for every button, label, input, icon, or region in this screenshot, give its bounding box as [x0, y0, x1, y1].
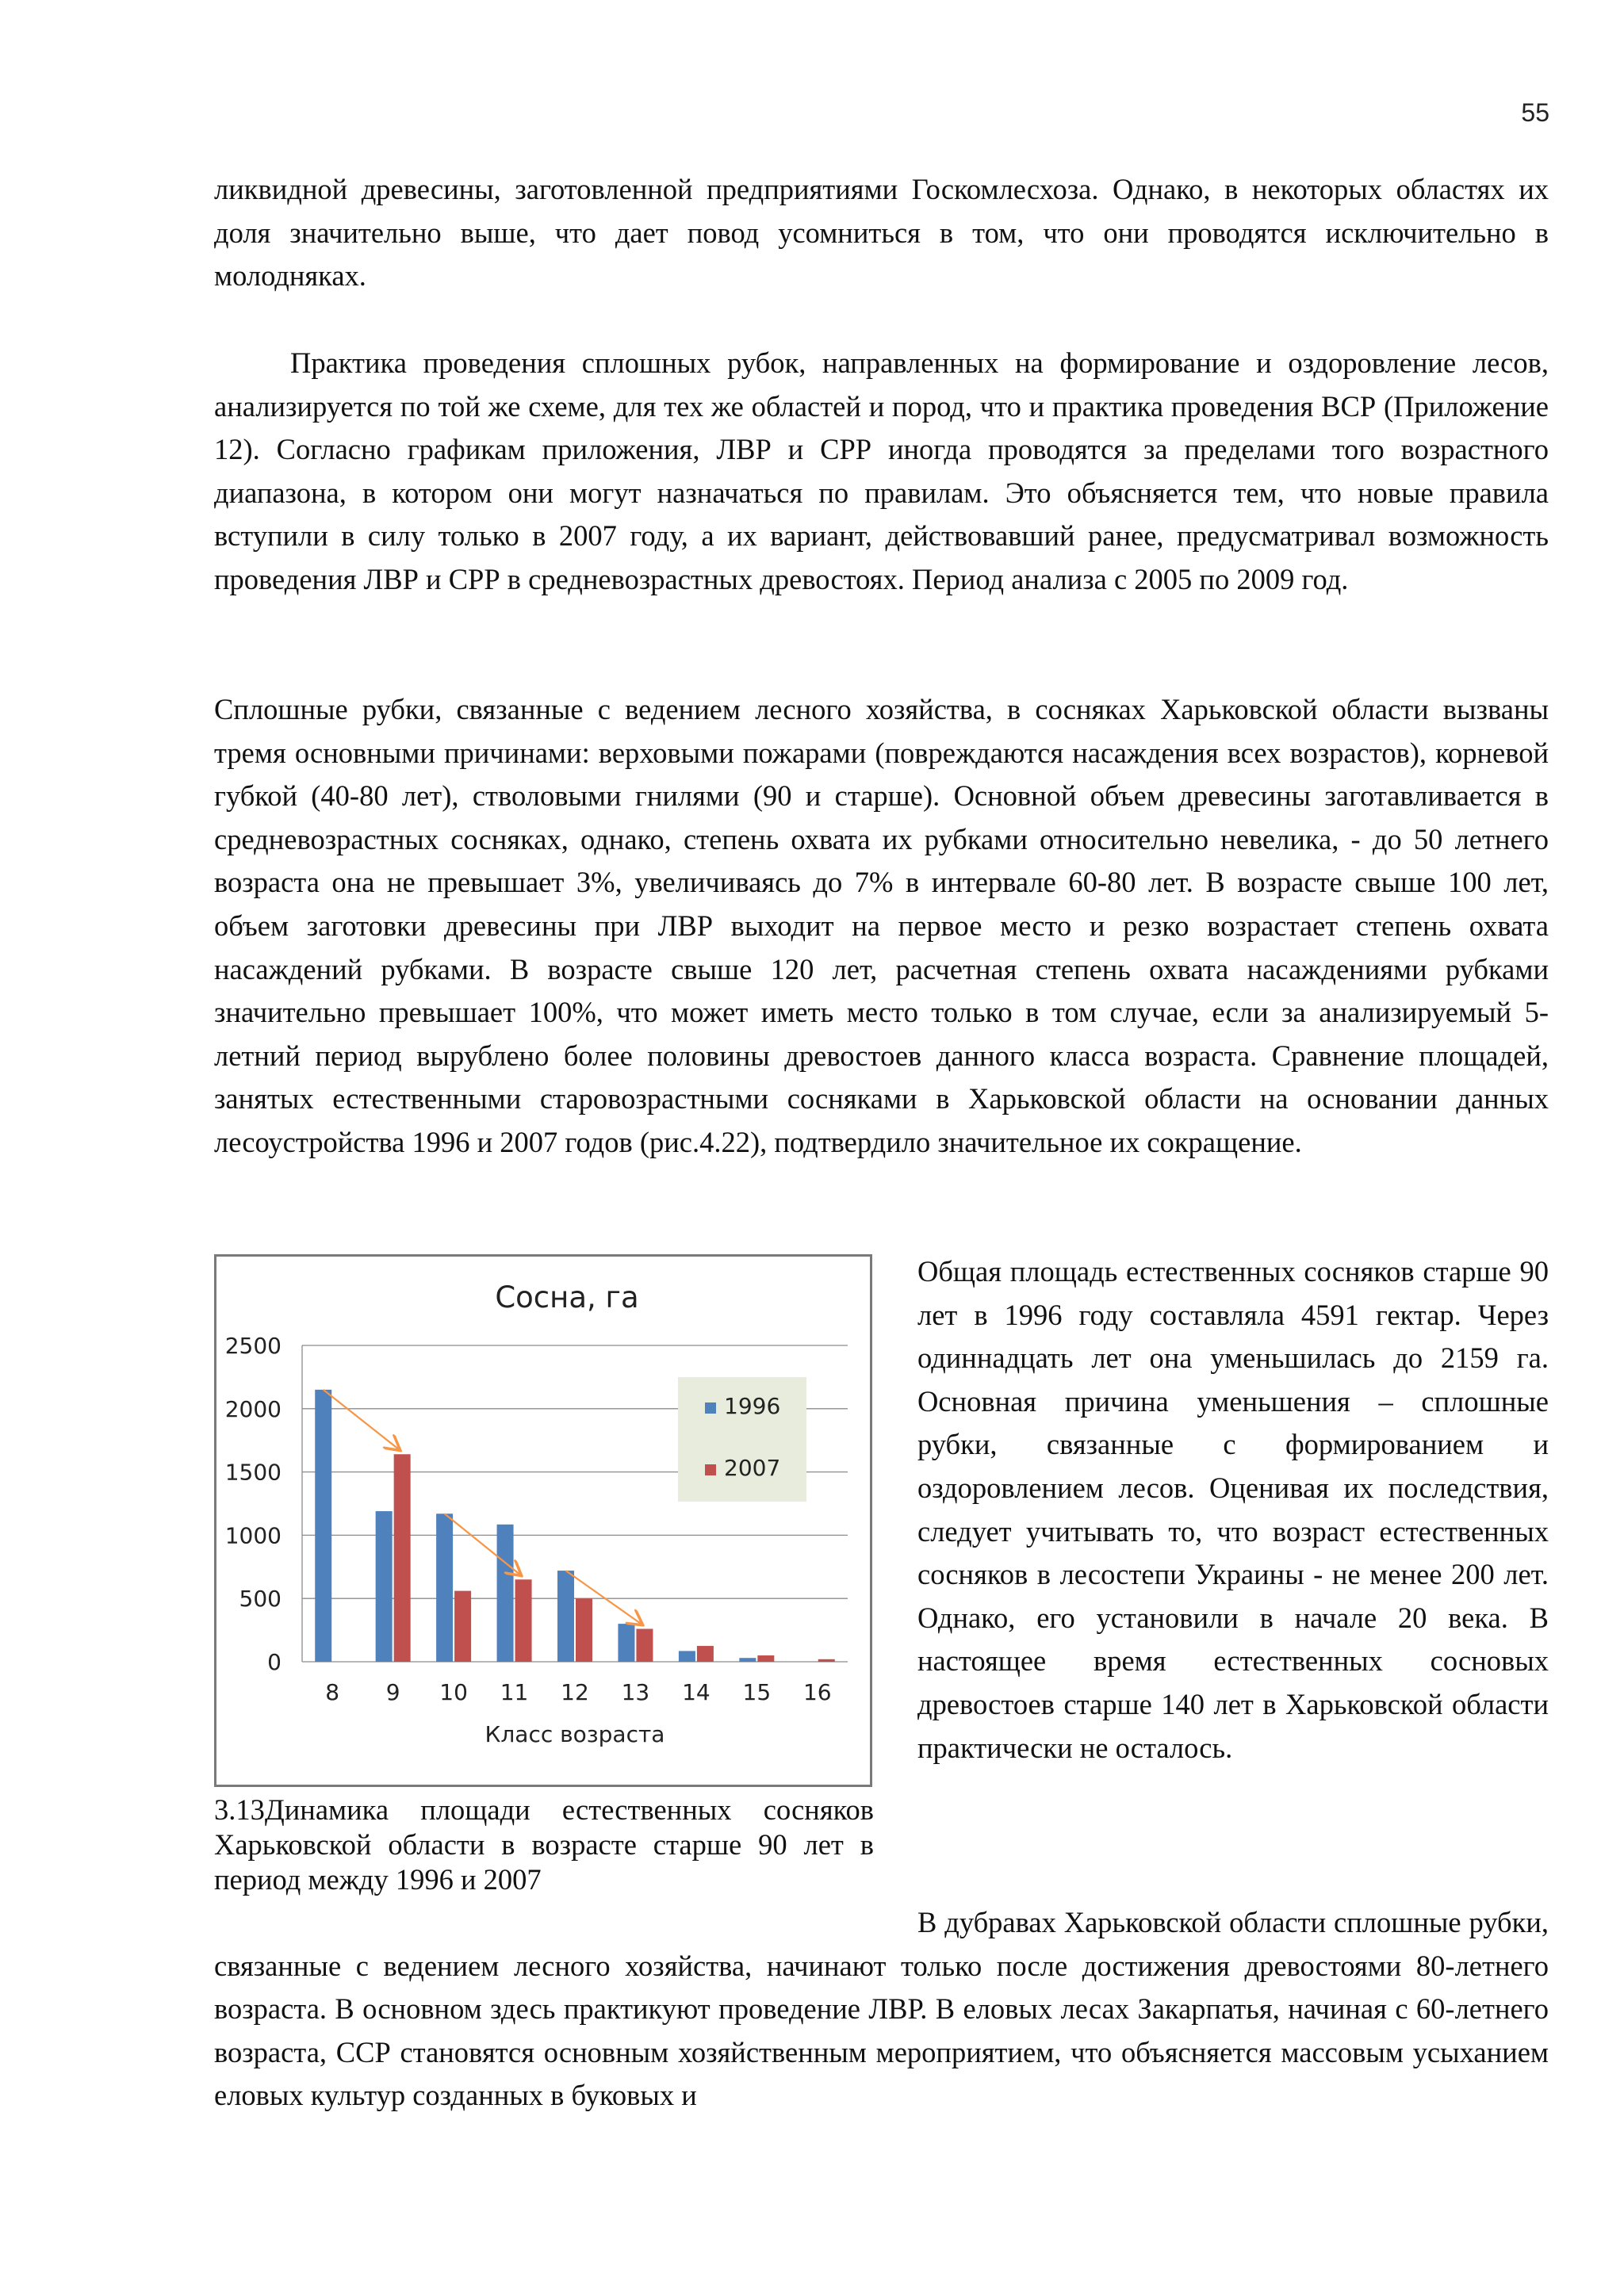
bar-1996-class-15 [739, 1658, 756, 1662]
x-tick-label: 15 [742, 1679, 772, 1705]
bar-2007-class-13 [636, 1629, 653, 1662]
bar-2007-class-12 [576, 1598, 592, 1662]
bar-2007-class-15 [757, 1655, 774, 1662]
bar-1996-class-10 [436, 1513, 453, 1662]
bar-2007-class-14 [697, 1646, 714, 1662]
y-tick-label: 0 [267, 1649, 282, 1675]
paragraph-1: ликвидной древесины, заготовленной предприятиями Госкомлесхоза. Однако, в некоторых областях их доля значительно выше, что дает повод усомниться в том, что они проводятся исключительно в молодняках. [214, 173, 1549, 293]
paragraph-4: В дубравах Харьковской области сплошные рубки, связанные с ведением лесного хозяйства, начинают только после достижения древостоями 80-летнего возраста. В основном здесь практикуют проведение ЛВР. В еловых лесах Закарпатья, начиная с 60-летнего возраста, ССР становятся основным хозяйственным мероприятием, что объясняется массовым усыханием еловых культур созданных в буковых и [214, 1906, 1549, 2112]
bar-1996-class-12 [557, 1571, 574, 1662]
x-tick-label: 14 [682, 1679, 710, 1705]
bar-2007-class-9 [394, 1454, 411, 1662]
pine-area-chart [214, 1254, 872, 1787]
legend-swatch-1996 [705, 1402, 716, 1414]
x-tick-label: 12 [561, 1679, 589, 1705]
chart-title: Сосна, га [495, 1280, 639, 1314]
bar-1996-class-13 [618, 1624, 634, 1662]
right-column-text: Общая площадь естественных сосняков старше 90 лет в 1996 году составляла 4591 гектар. Через одиннадцать лет она уменьшилась до 2159 га. Основная причина уменьшения – сплошные рубки, связанные с формированием и оздоровлением лесов. Оценивая их последствия, следует учитывать то, что возраст естественных сосняков в лесостепи Украины - не менее 200 лет. Однако, его установили в начале 20 века. В настоящее время естественных сосновых древостоев старше 140 лет в Харьковской области практически не осталось. [917, 1255, 1549, 1764]
paragraph-2: Практика проведения сплошных рубок, направленных на формирование и оздоровление лесов, анализируется по той же схеме, для тех же областей и пород, что и практика проведения ВСР (Приложение 12). Согласно графикам приложения, ЛВР и СРР иногда проводятся за пределами того возрастного диапазона, в котором они могут назначаться по правилам. Это объясняется тем, что новые правила вступили в силу только в 2007 году, а их вариант, действовавший ранее, предусматривал возможность проведения ЛВР и СРР в средневозрастных древостоях. Период анализа с 2005 по 2009 год. [214, 346, 1549, 595]
y-tick-label: 2500 [224, 1333, 282, 1359]
x-tick-label: 8 [325, 1679, 340, 1705]
bar-1996-class-14 [679, 1651, 695, 1662]
x-tick-label: 10 [439, 1679, 468, 1705]
bar-1996-class-8 [315, 1390, 331, 1662]
x-tick-label: 11 [500, 1679, 529, 1705]
paragraph-3: Сплошные рубки, связанные с ведением лесного хозяйства, в сосняках Харьковской области вызваны тремя основными причинами: верховыми пожарами (повреждаются насаждения всех возрастов), корневой губкой (40-80 лет), стволовыми гнилями (90 и старше). Основной объем древесины заготавливается в средневозрастных сосняках, однако, степень охвата их рубками относительно невелика, - до 50 летнего возраста она не превышает 3%, увеличиваясь до 7% в интервале 60-80 лет. В возрасте свыше 100 лет, объем заготовки древесины при ЛВР выходит на первое место и резко возрастает степень охвата насаждений рубками. В возрасте свыше 120 лет, расчетная степень охвата насаждениями рубками значительно превышает 100%, что может иметь место только в том случае, если за анализируемый 5-летний период вырублено более половины древостоев данного класса возраста. Сравнение площадей, занятых естественными старовозрастными сосняками в Харьковской области на основании данных лесоустройства 1996 и 2007 годов (рис.4.22), подтвердило значительное их сокращение. [214, 693, 1549, 1158]
x-axis-label: Класс возраста [485, 1721, 665, 1747]
x-tick-label: 9 [385, 1679, 400, 1705]
page-number: 55 [1521, 98, 1549, 127]
x-tick-label: 13 [621, 1679, 650, 1705]
trend-arrow [324, 1390, 399, 1449]
bar-2007-class-11 [515, 1579, 532, 1662]
bar-2007-class-16 [818, 1659, 835, 1662]
chart-canvas [216, 1257, 870, 1785]
bar-1996-class-9 [376, 1511, 393, 1662]
figure-caption: 3.13Динамика площади естественных сосняков Харьковской области в возрасте старше 90 лет в период между 1996 и 2007 [214, 1793, 874, 1896]
y-tick-label: 1500 [224, 1459, 282, 1486]
y-tick-label: 2000 [224, 1395, 282, 1422]
y-tick-label: 1000 [224, 1522, 282, 1549]
x-tick-label: 16 [802, 1679, 832, 1705]
y-tick-label: 500 [239, 1586, 282, 1613]
legend-label-1996: 1996 [724, 1393, 781, 1419]
bar-2007-class-10 [454, 1591, 471, 1662]
legend-swatch-2007 [705, 1464, 716, 1475]
legend-label-2007: 2007 [724, 1455, 781, 1481]
bar-1996-class-11 [497, 1525, 514, 1662]
